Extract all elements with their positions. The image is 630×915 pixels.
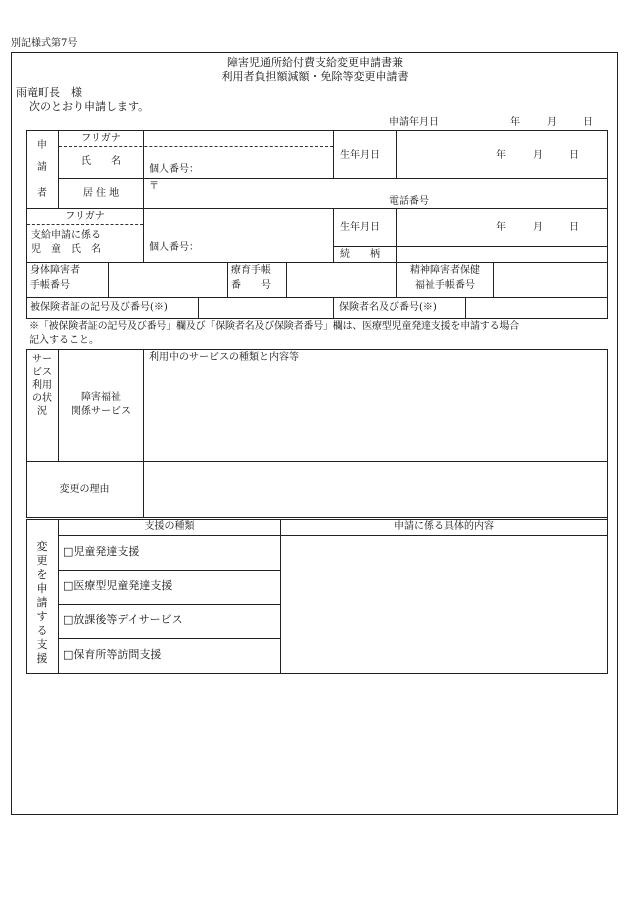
- application-date-month: 月: [547, 117, 557, 128]
- application-date-label: 申請年月日: [389, 117, 439, 128]
- support-option-after-school-day-service[interactable]: □放課後等デイサービス: [63, 613, 183, 626]
- applicant-individual-number-label: 個人番号：: [149, 164, 199, 175]
- postal-mark: 〒: [149, 181, 159, 192]
- physical-handbook-label-2: 手帳番号: [30, 280, 70, 291]
- rehab-handbook-label-2: 番 号: [231, 280, 271, 291]
- applicant-birth-year: 年: [496, 150, 506, 161]
- form-title-line1: 障害児通所給付費支給変更申請書兼: [227, 56, 403, 69]
- child-individual-number-label: 個人番号：: [149, 242, 199, 253]
- service-category-line1: 障害福祉: [81, 392, 121, 403]
- support-type-header: 支援の種類: [144, 521, 195, 532]
- application-date-year: 年: [510, 117, 520, 128]
- change-support-side-label: 変更を申請する支援: [36, 540, 48, 665]
- applicant-birth-day: 日: [569, 150, 579, 161]
- child-label-line1: 支給申請に係る: [31, 230, 101, 241]
- applicant-address-label: 居 住 地: [82, 188, 120, 199]
- insurer-label: 保険者名及び番号(※): [339, 302, 437, 313]
- applicant-birth-month: 月: [533, 150, 543, 161]
- support-option-medical-child-development[interactable]: □医療型児童発達支援: [63, 579, 173, 592]
- child-birth-label: 生年月日: [340, 222, 380, 233]
- applicant-name-label: 氏 名: [81, 156, 121, 167]
- form-label: 別記様式第7号: [11, 38, 78, 49]
- service-side-label: サービス利用の状況: [32, 354, 52, 417]
- phone-label: 電話番号: [389, 196, 429, 207]
- mental-handbook-label-2: 福祉手帳番号: [415, 280, 475, 291]
- intro-text: 次のとおり申請します。: [29, 100, 150, 113]
- support-option-child-development[interactable]: □児童発達支援: [63, 545, 140, 558]
- mental-handbook-label-1: 精神障害者保健: [410, 265, 480, 276]
- applicant-birth-label: 生年月日: [340, 150, 380, 161]
- form-title-line2: 利用者負担額減額・免除等変更申請書: [221, 70, 409, 83]
- child-birth-day: 日: [569, 222, 579, 233]
- insured-cert-label: 被保険者証の記号及び番号(※): [30, 302, 168, 313]
- note-line1: ※「被保険者証の記号及び番号」欄及び「保険者名及び保険者番号」欄は、医療型児童発達支援を申請する場合: [29, 321, 519, 332]
- change-reason-label: 変更の理由: [59, 484, 110, 495]
- applicant-side-label-1: 申: [37, 140, 47, 151]
- child-label-line2: 児 童 氏 名: [31, 244, 101, 255]
- service-category-line2: 関係サービス: [71, 406, 131, 417]
- addressee: 雨竜町長 様: [16, 86, 82, 99]
- service-content-header: 利用中のサービスの種類と内容等: [149, 352, 299, 363]
- application-date-day: 日: [583, 117, 593, 128]
- rehab-handbook-label-1: 療育手帳: [231, 265, 271, 276]
- applicant-side-label-2: 請: [37, 162, 47, 173]
- applicant-furigana-label: フリガナ: [81, 133, 121, 144]
- relation-label: 続 柄: [340, 249, 380, 260]
- child-birth-month: 月: [533, 222, 543, 233]
- applicant-side-label-3: 者: [37, 188, 47, 199]
- support-option-nursery-visit[interactable]: □保育所等訪問支援: [63, 648, 162, 661]
- note-line2: 記入すること。: [29, 335, 99, 346]
- child-furigana-label: フリガナ: [65, 211, 105, 222]
- support-detail-header: 申請に係る具体的内容: [394, 521, 494, 532]
- child-birth-year: 年: [496, 222, 506, 233]
- physical-handbook-label-1: 身体障害者: [30, 265, 80, 276]
